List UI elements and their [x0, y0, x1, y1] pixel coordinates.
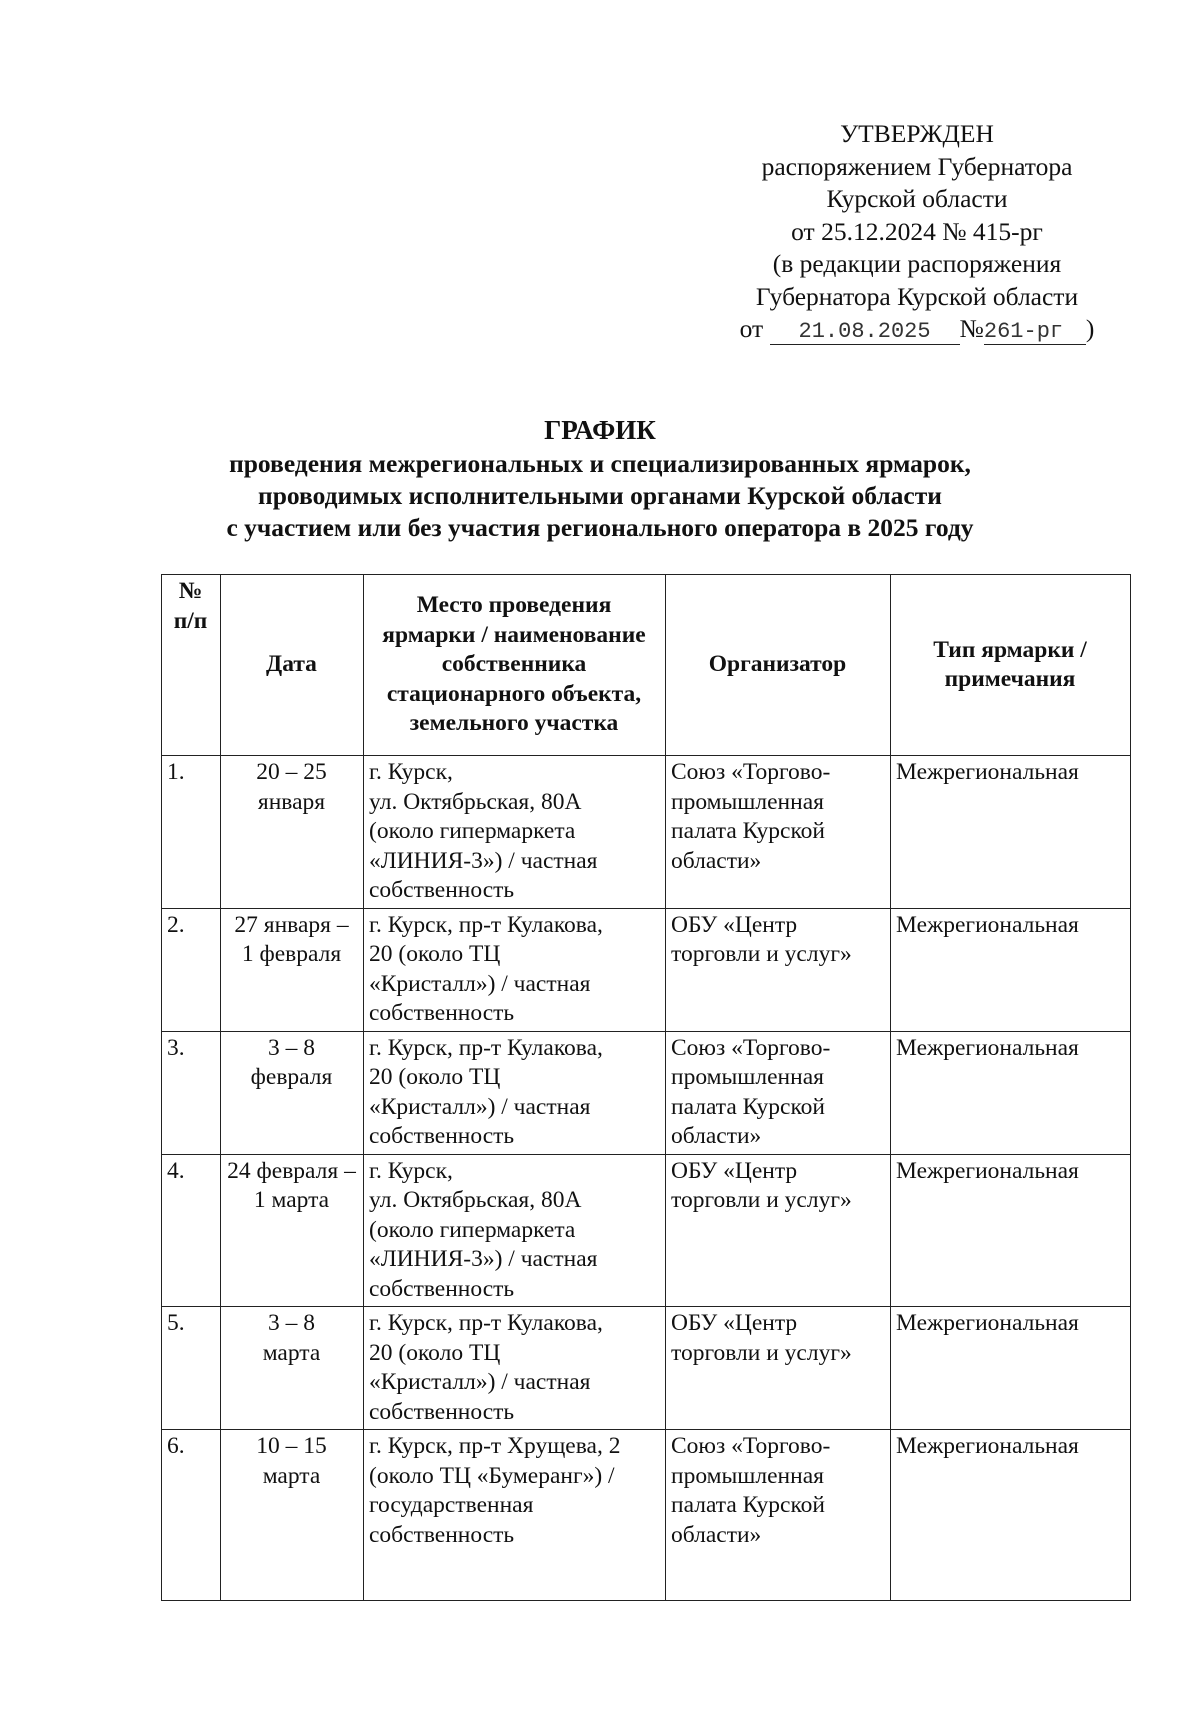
cell-date: 3 – 8 февраля — [221, 1031, 364, 1154]
cell-place: г. Курск, пр-т Кулакова, 20 (около ТЦ «Кристалл») / частная собственность — [364, 1031, 666, 1154]
cell-organizer: Союз «Торгово- промышленная палата Курской области» — [666, 756, 891, 909]
table-row — [162, 1154, 1131, 1307]
approval-line: от 25.12.2024 № 415-рг — [791, 216, 1043, 246]
cell-organizer: ОБУ «Центр торговли и услуг» — [666, 1154, 891, 1307]
amendment-number: 261-рг — [983, 319, 1064, 344]
document-heading — [120, 414, 1080, 544]
document-subtitle-line: с участием или без участия регионального оператора в 2025 году — [226, 513, 974, 542]
header-place: Место проведения ярмарки / наименование собственника стационарного объекта, земельного участка — [364, 575, 666, 756]
cell-type: Межрегиональная — [891, 1307, 1131, 1430]
cell-number: 1. — [162, 756, 221, 909]
cell-organizer: Союз «Торгово- промышленная палата Курской области» — [666, 1430, 891, 1601]
amendment-line — [738, 313, 1096, 346]
number-sign: № — [959, 314, 984, 343]
approval-line: Курской области — [826, 184, 1008, 213]
cell-organizer: ОБУ «Центр торговли и услуг» — [666, 908, 891, 1031]
cell-type: Межрегиональная — [891, 908, 1131, 1031]
amendment-date-field — [770, 317, 960, 345]
approval-line: (в редакции распоряжения — [772, 249, 1062, 278]
table-row — [162, 756, 1131, 909]
cell-date: 24 февраля – 1 марта — [221, 1154, 364, 1307]
table-row — [162, 1031, 1131, 1154]
cell-organizer: Союз «Торгово- промышленная палата Курской области» — [666, 1031, 891, 1154]
cell-date: 10 – 15 марта — [221, 1430, 364, 1601]
cell-place: г. Курск, пр-т Кулакова, 20 (около ТЦ «Кристалл») / частная собственность — [364, 1307, 666, 1430]
header-type: Тип ярмарки / примечания — [891, 575, 1131, 756]
cell-number: 4. — [162, 1154, 221, 1307]
table-row — [162, 1430, 1131, 1601]
approval-title: УТВЕРЖДЕН — [840, 119, 994, 148]
document-subtitle-line: проводимых исполнительными органами Курской области — [258, 481, 942, 510]
from-prefix: от — [739, 314, 764, 343]
cell-type: Межрегиональная — [891, 1031, 1131, 1154]
cell-place: г. Курск, ул. Октябрьская, 80А (около гипермаркета «ЛИНИЯ-3») / частная собственность — [364, 756, 666, 909]
cell-date: 27 января – 1 февраля — [221, 908, 364, 1031]
cell-number: 2. — [162, 908, 221, 1031]
approval-block — [738, 118, 1096, 346]
approval-line: распоряжением Губернатора — [761, 151, 1073, 181]
cell-type: Межрегиональная — [891, 756, 1131, 909]
cell-number: 3. — [162, 1031, 221, 1154]
document-subtitle-line: проведения межрегиональных и специализированных ярмарок, — [229, 449, 971, 478]
cell-type: Межрегиональная — [891, 1430, 1131, 1601]
amendment-date: 21.08.2025 — [798, 319, 931, 344]
cell-place: г. Курск, пр-т Хрущева, 2 (около ТЦ «Бумеранг») / государственная собственность — [364, 1430, 666, 1601]
cell-number: 6. — [162, 1430, 221, 1601]
cell-place: г. Курск, ул. Октябрьская, 80А (около гипермаркета «ЛИНИЯ-3») / частная собственность — [364, 1154, 666, 1307]
cell-number: 5. — [162, 1307, 221, 1430]
cell-type: Межрегиональная — [891, 1154, 1131, 1307]
table-header-row — [162, 575, 1131, 756]
cell-place: г. Курск, пр-т Кулакова, 20 (около ТЦ «Кристалл») / частная собственность — [364, 908, 666, 1031]
approval-line: Губернатора Курской области — [755, 281, 1079, 311]
fair-schedule-table — [161, 574, 1131, 1601]
amendment-number-field — [984, 317, 1086, 345]
table-row — [162, 1307, 1131, 1430]
close-paren: ) — [1085, 314, 1095, 343]
header-organizer: Организатор — [666, 575, 891, 756]
header-number: № п/п — [162, 575, 221, 756]
document-title: ГРАФИК — [544, 415, 656, 445]
table-row — [162, 908, 1131, 1031]
cell-date: 3 – 8 марта — [221, 1307, 364, 1430]
cell-date: 20 – 25 января — [221, 756, 364, 909]
header-date: Дата — [221, 575, 364, 756]
cell-organizer: ОБУ «Центр торговли и услуг» — [666, 1307, 891, 1430]
